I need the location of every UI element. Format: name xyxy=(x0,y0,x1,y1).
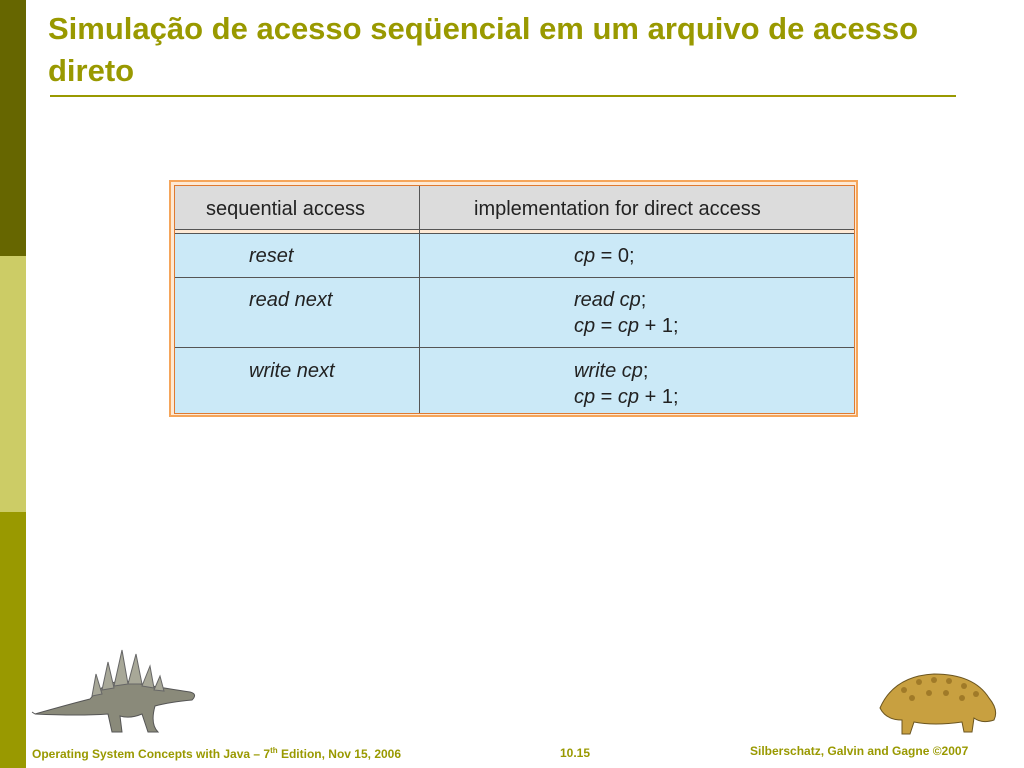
column-divider xyxy=(419,186,420,413)
impl-segment: ; xyxy=(640,289,647,311)
impl-segment: = xyxy=(595,386,618,408)
impl-line xyxy=(574,358,679,384)
op-write-next: write next xyxy=(249,360,335,382)
row-divider xyxy=(175,277,854,278)
impl-segment: cp xyxy=(617,386,640,408)
op-reset: reset xyxy=(249,245,294,267)
impl-segment: = 0; xyxy=(595,245,635,267)
footer-course: Operating System Concepts with Java – 7th Edition, Nov 15, 2006 xyxy=(32,746,402,761)
side-bar-top xyxy=(0,0,26,256)
impl-segment: read cp xyxy=(574,289,641,311)
impl-line xyxy=(574,313,679,339)
impl-segment: cp xyxy=(574,386,596,408)
impl-segment: + 1; xyxy=(639,315,679,337)
slide-title: Simulação de acesso seqüencial em um arquivo de acesso direto xyxy=(48,11,919,88)
impl-line xyxy=(574,243,635,269)
impl-line xyxy=(574,384,679,410)
ankylosaurus-icon xyxy=(874,668,1004,740)
impl-segment: = xyxy=(595,315,618,337)
header-direct: implementation for direct access xyxy=(474,198,761,220)
impl-segment: cp xyxy=(574,315,596,337)
impl-segment: write cp xyxy=(574,360,643,382)
side-bar-middle xyxy=(0,256,26,512)
impl-line xyxy=(574,287,679,313)
access-table xyxy=(169,180,858,417)
op-read-next: read next xyxy=(249,289,333,311)
title-divider xyxy=(50,95,956,97)
impl-segment: cp xyxy=(617,315,640,337)
impl-read-next xyxy=(574,287,679,339)
impl-write-next xyxy=(574,358,679,410)
impl-segment: cp xyxy=(574,245,596,267)
table-inner xyxy=(174,185,855,414)
impl-segment: ; xyxy=(642,360,649,382)
page-number: 10.15 xyxy=(560,746,591,760)
row-divider xyxy=(175,347,854,348)
footer-copyright: Silberschatz, Galvin and Gagne ©2007 xyxy=(750,744,969,758)
header-sequential: sequential access xyxy=(206,198,365,220)
stegosaurus-icon xyxy=(30,644,200,739)
side-bar-bottom xyxy=(0,512,26,768)
impl-reset xyxy=(574,243,635,269)
impl-segment: + 1; xyxy=(639,386,679,408)
